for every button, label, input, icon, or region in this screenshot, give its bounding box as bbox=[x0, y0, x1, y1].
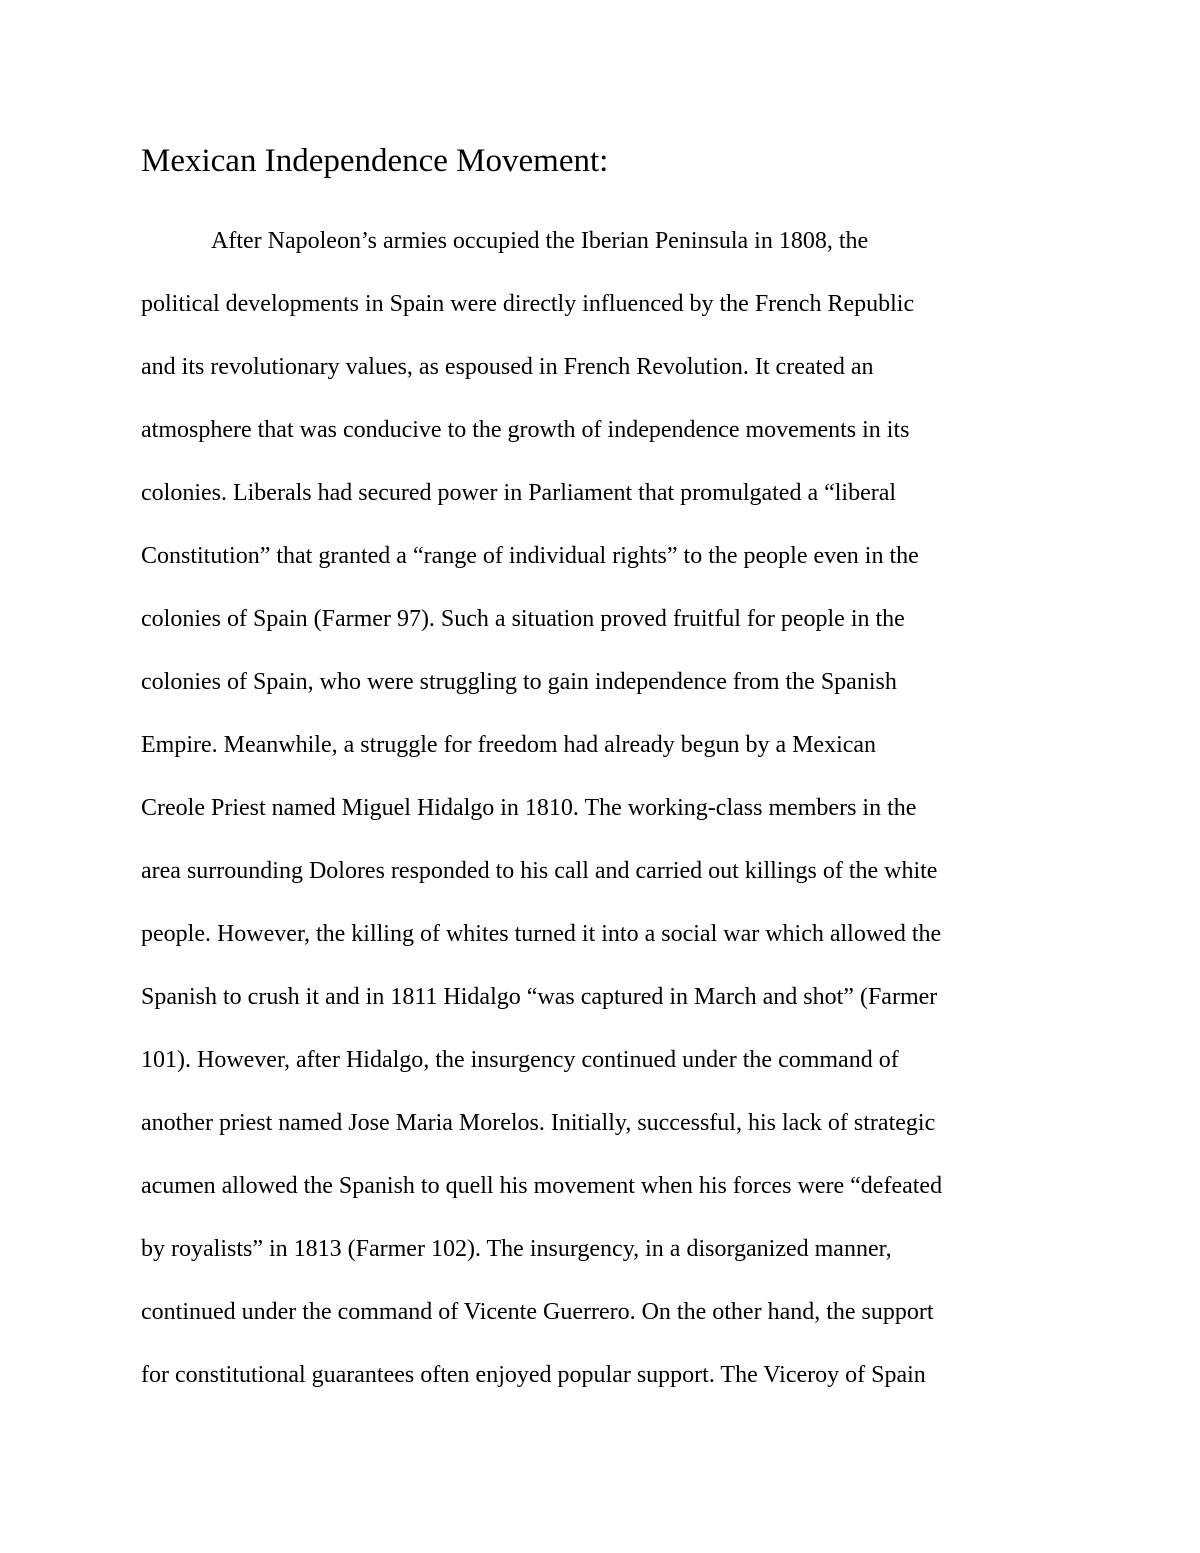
paragraph-line: area surrounding Dolores responded to his call and carried out killings of the white bbox=[141, 858, 938, 884]
paragraph-line: political developments in Spain were directly influenced by the French Republic bbox=[141, 291, 915, 317]
paragraph-line: colonies. Liberals had secured power in Parliament that promulgated a “liberal bbox=[141, 480, 897, 506]
paragraph-line: continued under the command of Vicente Guerrero. On the other hand, the support bbox=[141, 1299, 934, 1325]
paragraph-line: another priest named Jose Maria Morelos. Initially, successful, his lack of strategic bbox=[141, 1110, 936, 1136]
paragraph-line: Constitution” that granted a “range of individual rights” to the people even in the bbox=[141, 543, 919, 569]
paragraph-line: colonies of Spain (Farmer 97). Such a situation proved fruitful for people in the bbox=[141, 606, 905, 632]
paragraph-line: Creole Priest named Miguel Hidalgo in 1810. The working-class members in the bbox=[141, 795, 917, 821]
paragraph-line: Empire. Meanwhile, a struggle for freedom had already begun by a Mexican bbox=[141, 732, 877, 758]
paragraph-line: After Napoleon’s armies occupied the Iberian Peninsula in 1808, the bbox=[211, 228, 869, 254]
paragraph-line: atmosphere that was conducive to the growth of independence movements in its bbox=[141, 417, 910, 443]
paragraph-line: colonies of Spain, who were struggling to gain independence from the Spanish bbox=[141, 669, 897, 695]
paragraph-line: 101). However, after Hidalgo, the insurgency continued under the command of bbox=[141, 1047, 899, 1073]
paragraph-line: people. However, the killing of whites turned it into a social war which allowed the bbox=[141, 921, 942, 947]
paragraph-line: for constitutional guarantees often enjoyed popular support. The Viceroy of Spain bbox=[141, 1362, 926, 1388]
paragraph-line: acumen allowed the Spanish to quell his movement when his forces were “defeated bbox=[141, 1173, 943, 1199]
document-title: Mexican Independence Movement: bbox=[141, 143, 609, 179]
paragraph-line: Spanish to crush it and in 1811 Hidalgo “was captured in March and shot” (Farmer bbox=[141, 984, 938, 1010]
paragraph-line: by royalists” in 1813 (Farmer 102). The insurgency, in a disorganized manner, bbox=[141, 1236, 892, 1262]
paragraph-line: and its revolutionary values, as espoused in French Revolution. It created an bbox=[141, 354, 874, 380]
